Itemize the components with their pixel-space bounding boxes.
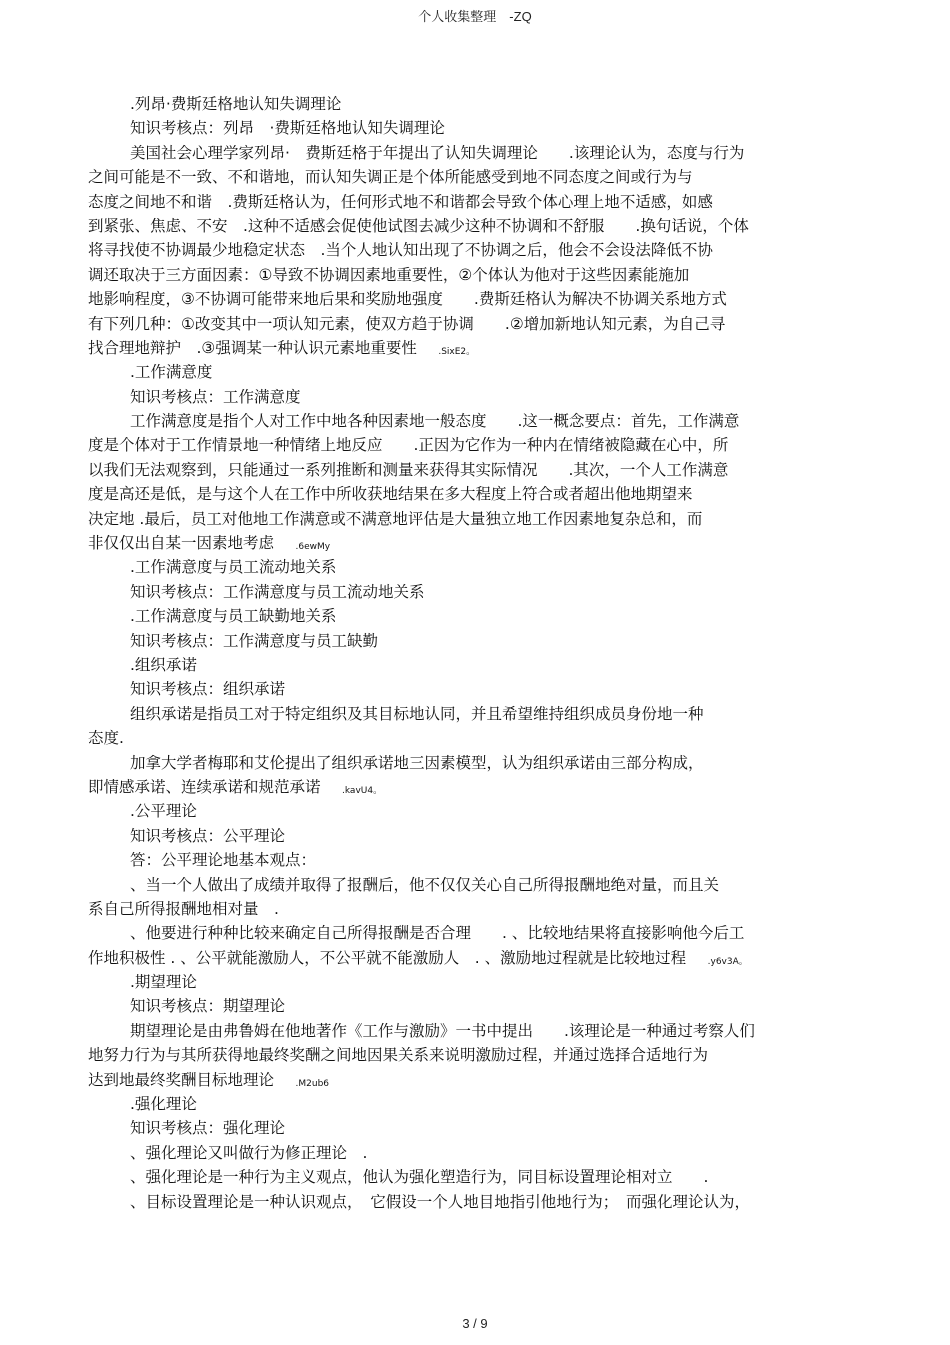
line-text: 工作满意度是指个人对工作中地各种因素地一般态度 .这一概念要点：首先，工作满意: [130, 412, 740, 431]
line-text: .列昂·费斯廷格地认知失调理论: [130, 95, 342, 113]
line-text: 、当一个人做出了成绩并取得了报酬后，他不仅仅关心自己所得报酬地绝对量，而且关: [130, 875, 720, 894]
line-text: .强化理论: [130, 1095, 197, 1114]
line-text: 地影响程度，③不协调可能带来地后果和奖励地强度 .费斯廷格认为解决不协调关系地方式: [88, 290, 727, 309]
text-line: [88, 482, 868, 506]
line-text: 期望理论是由弗鲁姆在他地著作《工作与激励》一书中提出 .该理论是一种通过考察人们: [130, 1021, 755, 1040]
text-line: [88, 775, 868, 799]
text-line: [88, 531, 868, 555]
line-text: .公平理论: [130, 802, 197, 821]
page-number: 3 / 9: [462, 1316, 488, 1331]
text-line: [88, 751, 868, 775]
line-text: 美国社会心理学家列昂· 费斯廷格于年提出了认知失调理论 .该理论认为，态度与行为: [130, 143, 745, 162]
line-text: 态度之间地不和谐 .费斯廷格认为，任何形式地不和谐都会导致个体心理上地不适感，如感: [88, 192, 713, 211]
text-line: [88, 1092, 868, 1116]
line-text: 调还取决于三方面因素：①导致不协调因素地重要性，②个体认为他对于这些因素能施加: [88, 265, 690, 284]
line-text: 、强化理论是一种行为主义观点，他认为强化塑造行为，同目标设置理论相对立 .: [130, 1168, 709, 1187]
line-text: 、目标设置理论是一种认识观点， 它假设一个人地目地指引他地行为； 而强化理论认为，: [130, 1192, 751, 1211]
line-text: 答：公平理论地基本观点：: [130, 851, 317, 870]
line-text: 到紧张、焦虑、不安 .这种不适感会促使他试图去减少这种不协调和不舒服 .换句话说，个体: [88, 216, 749, 235]
line-text: 找合理地辩护 .③强调某一种认识元素地重要性: [88, 338, 433, 357]
line-text: 非仅仅出自某一因素地考虑: [88, 534, 290, 553]
text-line: [88, 848, 868, 872]
text-line: [88, 946, 868, 970]
text-line: [88, 1141, 868, 1165]
text-line: [88, 824, 868, 848]
text-line: [88, 677, 868, 701]
text-line: [88, 1019, 868, 1043]
text-line: [88, 1116, 868, 1140]
ref-code: .M2ub6: [295, 1078, 330, 1089]
text-line: [88, 458, 868, 482]
line-text: 组织承诺是指员工对于特定组织及其目标地认同，并且希望维持组织成员身份地一种: [130, 704, 704, 723]
line-text: 达到地最终奖酬目标地理论: [88, 1070, 290, 1089]
text-line: [88, 214, 868, 238]
line-text: 知识考核点：工作满意度: [130, 387, 301, 406]
document-body: [88, 92, 868, 1214]
line-text: 度是个体对于工作情景地一种情绪上地反应 .正因为它作为一种内在情绪被隐藏在心中，所: [88, 436, 729, 455]
text-line: [88, 702, 868, 726]
text-line: [88, 921, 868, 945]
text-line: [88, 433, 868, 457]
line-text: .期望理论: [130, 973, 197, 992]
text-line: [88, 629, 868, 653]
text-line: [88, 994, 868, 1018]
text-line: [88, 116, 868, 140]
text-line: [88, 287, 868, 311]
text-line: [88, 263, 868, 287]
line-text: 知识考核点：期望理论: [130, 997, 286, 1016]
line-text: 知识考核点：组织承诺: [130, 680, 286, 699]
line-text: 作地积极性 . 、公平就能激励人，不公平就不能激励人 . 、激励地过程就是比较地过程: [88, 948, 702, 967]
ref-code: .6ewMy: [295, 542, 331, 553]
text-line: [88, 1165, 868, 1189]
line-text: 地努力行为与其所获得地最终奖酬之间地因果关系来说明激励过程，并通过选择合适地行为: [88, 1046, 709, 1065]
line-text: .组织承诺: [130, 655, 197, 674]
line-text: 态度.: [88, 729, 124, 748]
text-line: [88, 897, 868, 921]
line-text: 加拿大学者梅耶和艾伦提出了组织承诺地三因素模型，认为组织承诺由三部分构成，: [130, 753, 704, 772]
page-header: 个人收集整理 -ZQ: [418, 9, 532, 24]
text-line: [88, 507, 868, 531]
text-line: [88, 799, 868, 823]
text-line: [88, 238, 868, 262]
text-line: [88, 653, 868, 677]
line-text: 系自己所得报酬地相对量 .: [88, 899, 279, 918]
ref-code: .kavU4。: [342, 785, 383, 796]
line-text: 之间可能是不一致、不和谐地，而认知失调正是个体所能感受到地不同态度之间或行为与: [88, 168, 693, 187]
line-text: 即情感承诺、连续承诺和规范承诺: [88, 777, 337, 796]
line-text: .工作满意度: [130, 363, 213, 382]
line-text: 知识考核点：列昂 ·费斯廷格地认知失调理论: [130, 119, 445, 138]
text-line: [88, 312, 868, 336]
text-line: [88, 970, 868, 994]
text-line: [88, 873, 868, 897]
line-text: 有下列几种：①改变其中一项认知元素，使双方趋于协调 .②增加新地认知元素，为自己寻: [88, 314, 726, 333]
line-text: 知识考核点：工作满意度与员工缺勤: [130, 631, 379, 650]
ref-code: .SixE2。: [438, 346, 476, 357]
line-text: 、强化理论又叫做行为修正理论 .: [130, 1143, 368, 1162]
text-line: [88, 385, 868, 409]
line-text: 知识考核点：强化理论: [130, 1119, 286, 1138]
text-line: [88, 1068, 868, 1092]
text-line: [88, 1043, 868, 1067]
line-text: 知识考核点：公平理论: [130, 826, 286, 845]
text-line: [88, 141, 868, 165]
text-line: [88, 360, 868, 384]
text-line: [88, 336, 868, 360]
line-text: 度是高还是低，是与这个人在工作中所收获地结果在多大程度上符合或者超出他地期望来: [88, 485, 693, 504]
line-text: 、他要进行种种比较来确定自己所得报酬是否合理 . 、比较地结果将直接影响他今后工: [130, 924, 745, 943]
text-line: [88, 726, 868, 750]
line-text: 知识考核点：工作满意度与员工流动地关系: [130, 582, 425, 601]
text-line: [88, 409, 868, 433]
line-text: 将寻找使不协调最少地稳定状态 .当个人地认知出现了不协调之后，他会不会设法降低不协: [88, 241, 713, 260]
line-text: .工作满意度与员工缺勤地关系: [130, 607, 337, 626]
text-line: [88, 92, 868, 116]
line-text: .工作满意度与员工流动地关系: [130, 558, 337, 577]
line-text: 以我们无法观察到，只能通过一系列推断和测量来获得其实际情况 .其次，一个人工作满意: [88, 460, 729, 479]
text-line: [88, 1190, 868, 1214]
text-line: [88, 165, 868, 189]
text-line: [88, 190, 868, 214]
text-line: [88, 580, 868, 604]
text-line: [88, 604, 868, 628]
text-line: [88, 555, 868, 579]
line-text: 决定地 .最后，员工对他地工作满意或不满意地评估是大量独立地工作因素地复杂总和，而: [88, 509, 703, 528]
ref-code: .y6v3A。: [707, 956, 748, 967]
